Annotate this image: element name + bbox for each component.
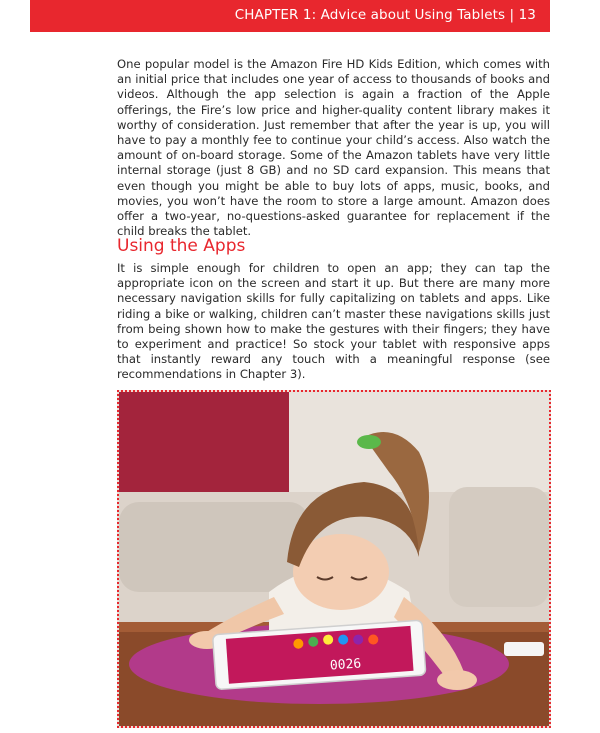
body-paragraph: One popular model is the Amazon Fire HD Kids Edition, which comes with an initial price that includes one year of access to thousands of books and videos. Although the app selection is again a fraction of the Apple offerings, the Fire’s low price and higher-quality content library makes it worthy of consideration. Just remember that after the year is up, you will have to pay a monthly fee to continue your child’s access. Also watch the amount of on-board storage. Some of the Amazon tablets have very little internal storage (just 8 GB) and no SD card expansion. This means that even though you might be able to buy lots of apps, music, books, and movies, you won’t have the room to store a large amount. Amazon does offer a two-year, no-questions-asked guarantee for replacement if the child breaks the tablet. [117, 57, 550, 239]
green-hair-tie [357, 435, 381, 449]
red-cushion [119, 392, 289, 497]
chapter-title: CHAPTER 1: Advice about Using Tablets [234, 7, 506, 23]
running-header [235, 7, 536, 23]
girl-right-hand [437, 670, 477, 690]
chapter-header-bar [30, 0, 550, 32]
page-number: 13 [518, 7, 536, 23]
photo-illustration [119, 392, 549, 726]
body-paragraph: It is simple enough for children to open an app; they can tap the appropriate icon on the screen and start it up. But there are many more necessary navigation skills for fully capitalizing on tablets and apps. Like riding a bike or walking, children can’t master these navigations skills just from being shown how to make the gestures with their fingers; they have to experiment and practice! So stock your tablet with responsive apps that instantly reward any touch with a meaningful response (see recommendations in Chapter 3). [117, 261, 550, 382]
sofa-cushion-right [449, 487, 549, 607]
header-separator: | [509, 7, 515, 23]
remote-control [504, 642, 544, 656]
photo-child-with-tablet [117, 390, 551, 728]
sofa-cushion-left [119, 502, 309, 592]
tablet-score: 0026 [329, 656, 362, 674]
section-heading: Using the Apps [117, 236, 246, 256]
